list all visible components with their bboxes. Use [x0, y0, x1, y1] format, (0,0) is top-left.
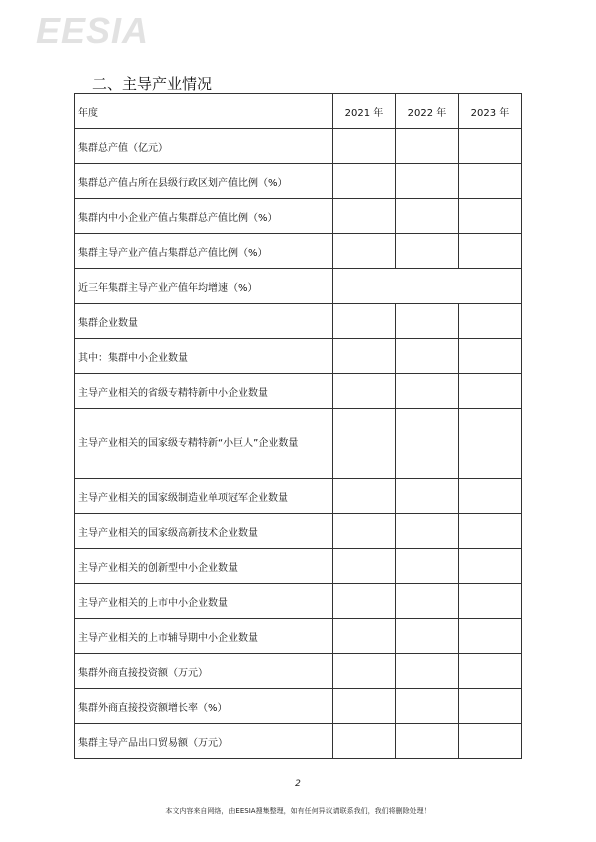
- cell-2023[interactable]: [459, 479, 522, 514]
- cell-2022[interactable]: [396, 234, 459, 269]
- cell-2021[interactable]: [333, 339, 396, 374]
- cell-2022[interactable]: [396, 654, 459, 689]
- cell-2023[interactable]: [459, 619, 522, 654]
- row-label: 集群外商直接投资额增长率（%）: [75, 689, 333, 724]
- cell-2022[interactable]: [396, 514, 459, 549]
- cell-2021[interactable]: [333, 654, 396, 689]
- row-label: 集群内中小企业产值占集群总产值比例（%）: [75, 199, 333, 234]
- cell-2022[interactable]: [396, 199, 459, 234]
- cell-2021[interactable]: [333, 129, 396, 164]
- table-row: [75, 409, 522, 479]
- cell-2021[interactable]: [333, 514, 396, 549]
- cell-2022[interactable]: [396, 479, 459, 514]
- row-label: 主导产业相关的创新型中小企业数量: [75, 549, 333, 584]
- cell-2021[interactable]: [333, 479, 396, 514]
- cell-2023[interactable]: [459, 129, 522, 164]
- header-year-label: 年度: [75, 94, 333, 129]
- cell-2023[interactable]: [459, 199, 522, 234]
- table-row: [75, 129, 522, 164]
- cell-2022[interactable]: [396, 409, 459, 479]
- row-label: 主导产业相关的上市辅导期中小企业数量: [75, 619, 333, 654]
- table-row: [75, 689, 522, 724]
- cell-2023[interactable]: [459, 654, 522, 689]
- table-row: [75, 199, 522, 234]
- cell-2021[interactable]: [333, 199, 396, 234]
- cell-2022[interactable]: [396, 304, 459, 339]
- cell-2021[interactable]: [333, 724, 396, 759]
- table-row: [75, 339, 522, 374]
- table-row: [75, 514, 522, 549]
- cell-2021[interactable]: [333, 549, 396, 584]
- industry-indicators-table: [74, 93, 522, 759]
- row-label: 集群总产值占所在县级行政区划产值比例（%）: [75, 164, 333, 199]
- eesia-logo: EESIA: [36, 10, 150, 51]
- cell-2023[interactable]: [459, 234, 522, 269]
- row-label: 主导产业相关的国家级专精特新“小巨人”企业数量: [75, 409, 333, 479]
- row-label: 近三年集群主导产业产值年均增速（%）: [75, 269, 333, 304]
- table-row: [75, 269, 522, 304]
- cell-2023[interactable]: [459, 409, 522, 479]
- cell-2023[interactable]: [459, 549, 522, 584]
- row-label: 集群外商直接投资额（万元）: [75, 654, 333, 689]
- table-row: [75, 584, 522, 619]
- table-row: [75, 549, 522, 584]
- table-row: [75, 374, 522, 409]
- cell-2021[interactable]: [333, 304, 396, 339]
- page-number: 2: [295, 779, 301, 789]
- row-label: 其中：集群中小企业数量: [75, 339, 333, 374]
- cell-2021[interactable]: [333, 619, 396, 654]
- header-year-2022: 2022 年: [396, 94, 459, 129]
- cell-2023[interactable]: [459, 689, 522, 724]
- header-year-2021: 2021 年: [333, 94, 396, 129]
- cell-2021[interactable]: [333, 689, 396, 724]
- cell-2021[interactable]: [333, 164, 396, 199]
- cell-2023[interactable]: [459, 514, 522, 549]
- row-label: 集群主导产品出口贸易额（万元）: [75, 724, 333, 759]
- section-title: 二、主导产业情况: [92, 75, 213, 93]
- cell-2022[interactable]: [396, 374, 459, 409]
- cell-2023[interactable]: [459, 304, 522, 339]
- cell-2022[interactable]: [396, 689, 459, 724]
- cell-2022[interactable]: [396, 129, 459, 164]
- table-row: [75, 654, 522, 689]
- cell-2021[interactable]: [333, 234, 396, 269]
- table-row: [75, 234, 522, 269]
- table-row: [75, 304, 522, 339]
- cell-2023[interactable]: [459, 339, 522, 374]
- row-label: 集群总产值（亿元）: [75, 129, 333, 164]
- cell-2022[interactable]: [396, 584, 459, 619]
- table-row: [75, 479, 522, 514]
- table-header-row: [75, 94, 522, 129]
- cell-2021[interactable]: [333, 584, 396, 619]
- row-label: 主导产业相关的上市中小企业数量: [75, 584, 333, 619]
- cell-2023[interactable]: [459, 374, 522, 409]
- cell-merged[interactable]: [333, 269, 522, 304]
- cell-2021[interactable]: [333, 409, 396, 479]
- table-row: [75, 164, 522, 199]
- cell-2023[interactable]: [459, 584, 522, 619]
- table-row: [75, 724, 522, 759]
- cell-2023[interactable]: [459, 164, 522, 199]
- cell-2023[interactable]: [459, 724, 522, 759]
- cell-2022[interactable]: [396, 724, 459, 759]
- cell-2022[interactable]: [396, 549, 459, 584]
- row-label: 主导产业相关的国家级高新技术企业数量: [75, 514, 333, 549]
- cell-2022[interactable]: [396, 164, 459, 199]
- cell-2021[interactable]: [333, 374, 396, 409]
- row-label: 主导产业相关的国家级制造业单项冠军企业数量: [75, 479, 333, 514]
- cell-2022[interactable]: [396, 619, 459, 654]
- row-label: 集群主导产业产值占集群总产值比例（%）: [75, 234, 333, 269]
- footer-disclaimer: 本文内容来自网络，由EESIA搜集整理，如有任何异议请联系我们，我们将删除处理！: [165, 807, 431, 815]
- cell-2022[interactable]: [396, 339, 459, 374]
- row-label: 主导产业相关的省级专精特新中小企业数量: [75, 374, 333, 409]
- header-year-2023: 2023 年: [459, 94, 522, 129]
- table-row: [75, 619, 522, 654]
- row-label: 集群企业数量: [75, 304, 333, 339]
